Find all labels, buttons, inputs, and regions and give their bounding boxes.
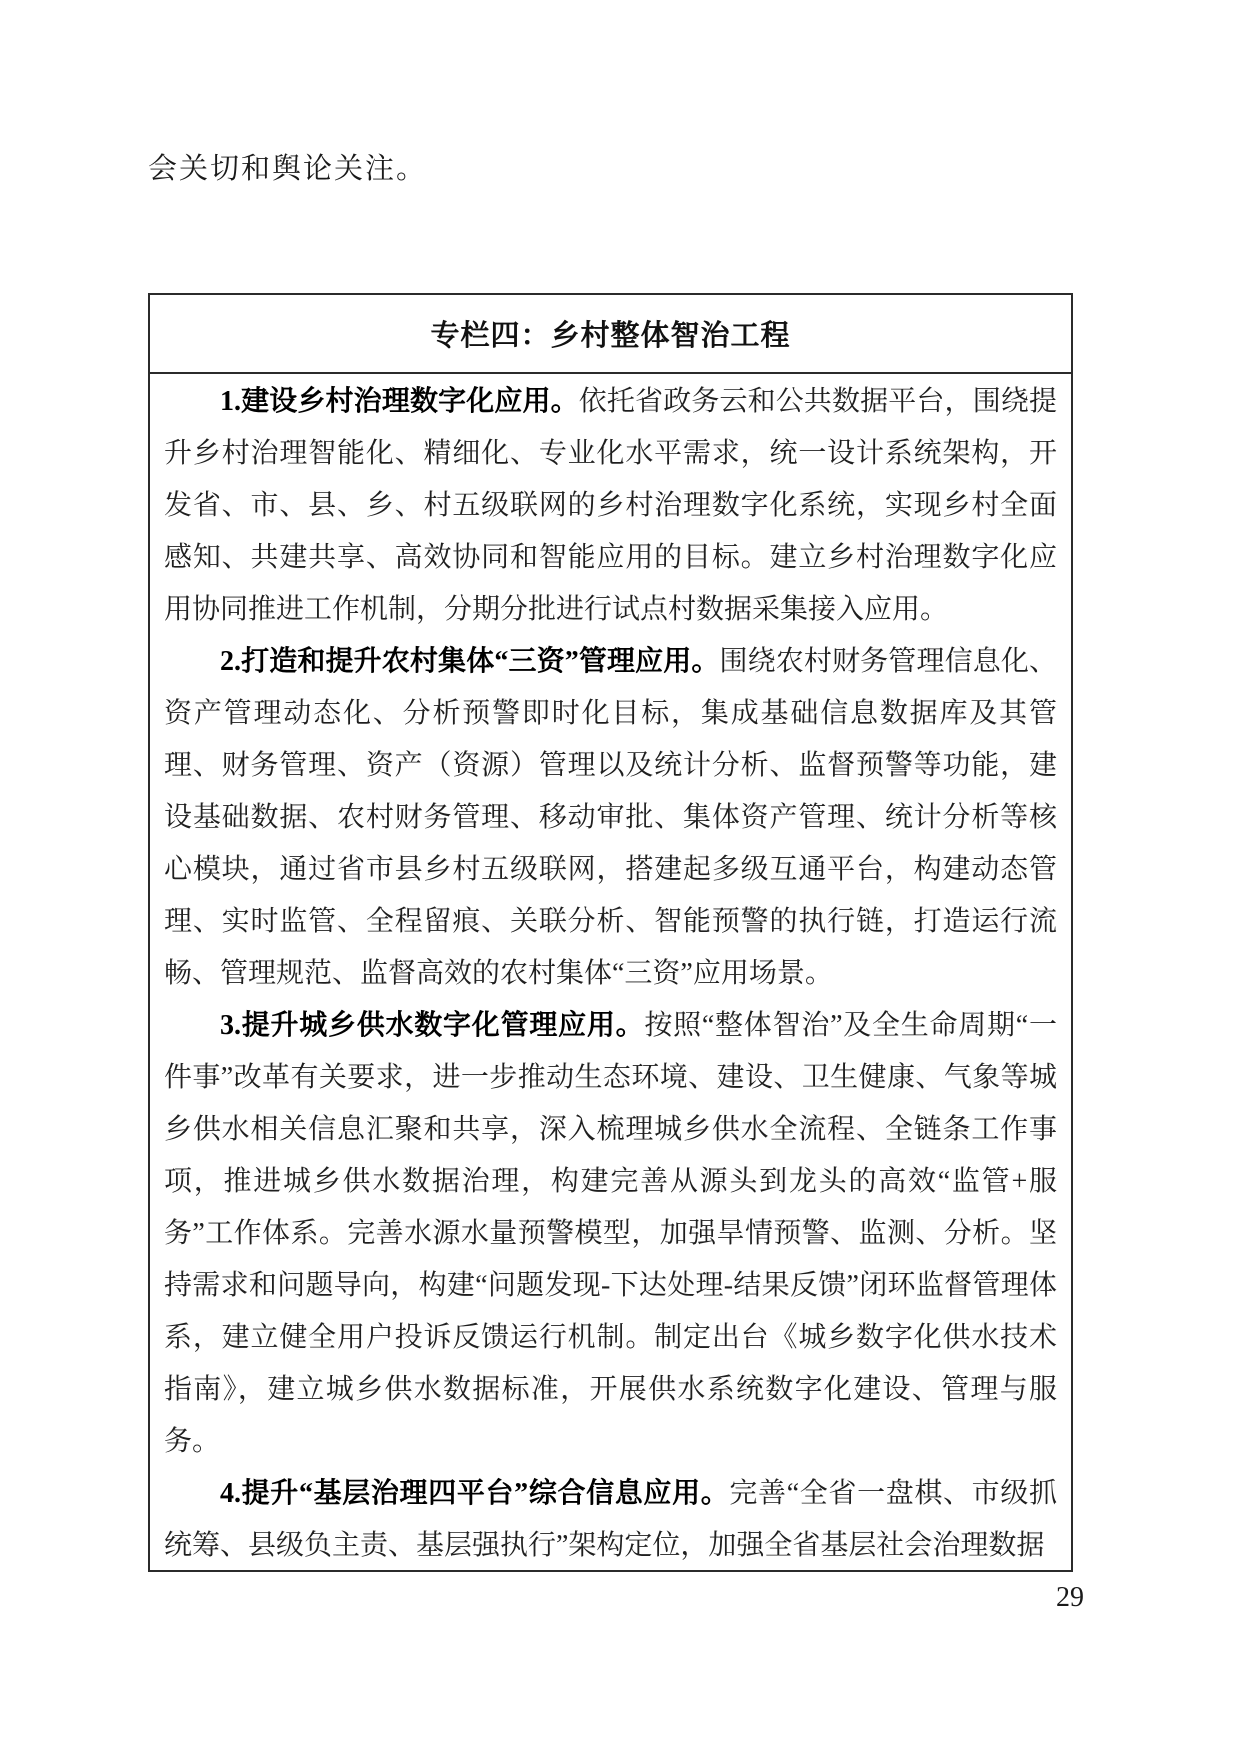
page-number: 29	[1056, 1582, 1084, 1613]
paragraph-heading: 1.建设乡村治理数字化应用。	[220, 386, 579, 417]
feature-panel	[148, 293, 1073, 1572]
panel-paragraph	[164, 1468, 1057, 1570]
paragraph-body: 按照“整体智治”及全生命周期“一件事”改革有关要求，进一步推动生态环境、建设、卫生健康、气象等城乡供水相关信息汇聚和共享，深入梳理城乡供水全流程、全链条工作事项，推进城乡供水数据治理，构建完善从源头到龙头的高效“监管+服务”工作体系。完善水源水量预警模型，加强旱情预警、监测、分析。坚持需求和问题导向，构建“问题发现-下达处理-结果反馈”闭环监督管理体系，建立健全用户投诉反馈运行机制。制定出台《城乡数字化供水技术指南》，建立城乡供水数据标准，开展供水系统数字化建设、管理与服务。	[164, 1010, 1057, 1457]
panel-paragraph	[164, 1000, 1057, 1468]
panel-paragraph	[164, 376, 1057, 636]
intro-paragraph: 会关切和舆论关注。	[148, 153, 428, 185]
paragraph-heading: 4.提升“基层治理四平台”综合信息应用。	[220, 1478, 730, 1509]
panel-title: 专栏四：乡村整体智治工程	[150, 295, 1071, 374]
paragraph-heading: 3.提升城乡供水数字化管理应用。	[220, 1010, 645, 1041]
paragraph-body: 完善“全省一盘棋、市级抓统筹、县级负主责、基层强执行”架构定位，加强全省基层社会治理数据	[164, 1478, 1057, 1561]
paragraph-heading: 2.打造和提升农村集体“三资”管理应用。	[220, 646, 720, 677]
panel-body	[150, 374, 1071, 1570]
paragraph-body: 围绕农村财务管理信息化、资产管理动态化、分析预警即时化目标，集成基础信息数据库及其管理、财务管理、资产（资源）管理以及统计分析、监督预警等功能，建设基础数据、农村财务管理、移动审批、集体资产管理、统计分析等核心模块，通过省市县乡村五级联网，搭建起多级互通平台，构建动态管理、实时监管、全程留痕、关联分析、智能预警的执行链，打造运行流畅、管理规范、监督高效的农村集体“三资”应用场景。	[164, 646, 1057, 989]
panel-paragraph	[164, 636, 1057, 1000]
paragraph-body: 依托省政务云和公共数据平台，围绕提升乡村治理智能化、精细化、专业化水平需求，统一设计系统架构，开发省、市、县、乡、村五级联网的乡村治理数字化系统，实现乡村全面感知、共建共享、高效协同和智能应用的目标。建立乡村治理数字化应用协同推进工作机制，分期分批进行试点村数据采集接入应用。	[164, 386, 1057, 625]
